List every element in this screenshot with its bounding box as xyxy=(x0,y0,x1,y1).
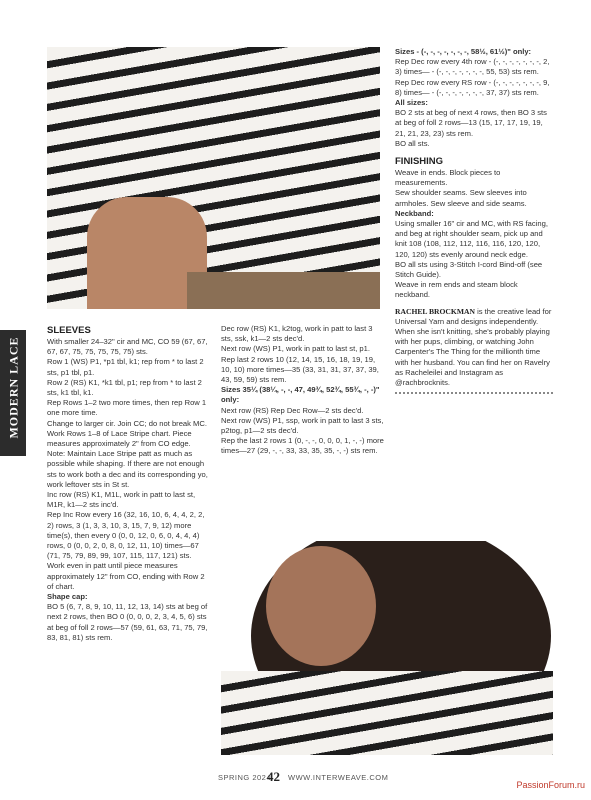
next-row: Next row (WS) P1, work in patt to last st, p1. xyxy=(221,344,370,354)
para: With smaller 24–32" cir and MC, CO 59 (67, 67, 67, 67, 75, 75, 75, 75, 75) sts. xyxy=(47,337,208,357)
inc-row: Inc row (RS) K1, M1L, work in patt to last st, M1R, k1—2 sts inc'd. xyxy=(47,490,196,510)
para: Rep Rows 1–2 two more times, then rep Row 1 one more time. xyxy=(47,398,207,418)
next-row: Next row (WS) P1, ssp, work in patt to last 3 sts, p2tog, p1—2 sts dec'd. xyxy=(221,415,384,436)
divider xyxy=(395,392,553,394)
para: Change to larger cir. Join CC; do not break MC. xyxy=(47,418,207,428)
model-photo xyxy=(221,541,553,755)
para: Sew shoulder seams. Sew sleeves into armholes. Sew sleeve and side seams. xyxy=(395,188,527,208)
next-row: Next row (RS) Rep Dec Row—2 sts dec'd. xyxy=(221,405,364,415)
para: BO all sts. xyxy=(395,138,430,148)
para: Using smaller 16" cir and MC, with RS facing, and beg at right shoulder seam, pick up and knit 108 (108, 112, 112, 116, 116, 120, 120, 120, 120) sts evenly around neck edge. xyxy=(395,219,548,259)
neckband-heading: Neckband: xyxy=(395,208,434,218)
author-name: RACHEL BROCKMAN xyxy=(395,306,475,316)
footer-site: WWW.INTERWEAVE.COM xyxy=(288,773,389,782)
sizes-heading: Sizes - (-, -, -, -, -, -, -, 58½, 61½)" only: xyxy=(395,47,532,56)
all-sizes-heading: All sizes: xyxy=(395,98,428,108)
middle-column xyxy=(221,324,386,457)
section-tab xyxy=(0,330,26,456)
row-1: Row 1 (WS) P1, *p1 tbl, k1; rep from * to last 2 sts, p1 tbl, p1. xyxy=(47,357,204,377)
para: BO all sts using 3-Stitch I-cord Bind-off (see Stitch Guide). xyxy=(395,259,543,280)
sleeves-heading: SLEEVES xyxy=(47,325,91,336)
watermark: PassionForum.ru xyxy=(516,780,585,790)
sizes-heading: Sizes 35¼ (38¼, -, -, 47, 49¾, 52¾, 55¾, -, -)" only: xyxy=(221,385,380,405)
sweater-photo-top xyxy=(47,47,380,309)
sleeves-column xyxy=(47,324,212,643)
dec-row: Dec row (RS) K1, k2tog, work in patt to last 3 sts, ssk, k1—2 sts dec'd. xyxy=(221,324,373,344)
section-tab-label: MODERN LACE xyxy=(6,336,21,439)
para: Rep the last 2 rows 1 (0, -, -, 0, 0, 0, 1, -, -) more times—27 (29, -, -, 33, 33, 35, 35, -, -) sts rem. xyxy=(221,436,384,456)
finishing-heading: FINISHING xyxy=(395,156,444,168)
page-number: 42 xyxy=(267,769,280,784)
para: Weave in rem ends and steam block neckband. xyxy=(395,280,518,300)
para: BO 5 (6, 7, 8, 9, 10, 11, 12, 13, 14) sts at beg of next 2 rows, then BO 0 (0, 0, 0, 2, 3, 4, 5, 6) sts at beg of foll 2 rows—57 (59, 61, 63, 71, 75, 79, 83, 81, 81) sts rem. xyxy=(47,602,208,642)
para: BO 2 sts at beg of next 4 rows, then BO 3 sts at beg of foll 2 rows—13 (15, 17, 17, 19, 19, 21, 21, 23, 23) sts rem. xyxy=(395,108,547,138)
para: Rep Inc Row every 16 (32, 16, 10, 6, 4, 4, 2, 2, 2) rows, 3 (1, 3, 3, 10, 3, 15, 7, 9, 12) more time(s), then every 0 (0, 0, 12, 0, 6, 0, 4, 4, 4) rows, 0 (0, 0, 2, 0, 8, 0, 12, 11, 10) times—67 (71, 75, 79, 89, 99, 107, 115, 117, 121) sts. xyxy=(47,510,205,561)
para: Work Rows 1–8 of Lace Stripe chart. Piece measures approximately 2" from CO edge. xyxy=(47,428,192,449)
para: Rep Dec row every RS row - (-, -, -, -, -, -, -, 9, 8) times— - (-, -, -, -, -, -, -, 37, 37) sts rem. xyxy=(395,77,550,97)
right-column xyxy=(395,47,553,394)
cap-heading: Shape cap: xyxy=(47,592,88,602)
para: Rep last 2 rows 10 (12, 14, 15, 16, 18, 19, 19, 10, 10) more times—35 (33, 31, 31, 37, 37, 39, 43, 59, 59) sts rem. xyxy=(221,354,379,385)
note: Note: Maintain Lace Stripe patt as much as possible while shaping. If there are not enough sts to work both a dec and its corresponding yo, work leftover sts in St st. xyxy=(47,449,208,489)
para: Weave in ends. Block pieces to measurements. xyxy=(395,168,501,188)
para: Work even in patt until piece measures approximately 12" from CO, ending with Row 2 of chart. xyxy=(47,561,205,591)
row-2: Row 2 (RS) K1, *k1 tbl, p1; rep from * to last 2 sts, k1 tbl, k1. xyxy=(47,377,202,398)
footer-season: SPRING 2024 xyxy=(218,773,272,782)
author-bio: is the creative lead for Universal Yarn and designs independently. When she isn't knitting, she's probably playing with her pups, climbing, or watching John Carpenter's The Thing for the millionth time with her husband. You can find her on Ravelry as Racheleilei and Instagram as @rachbrocknits. xyxy=(395,306,552,388)
para: Rep Dec row every 4th row - (-, -, -, -, -, -, -, 2, 3) times— - (-, -, -, -, -, -, -, 55, 53) sts rem. xyxy=(395,57,550,77)
